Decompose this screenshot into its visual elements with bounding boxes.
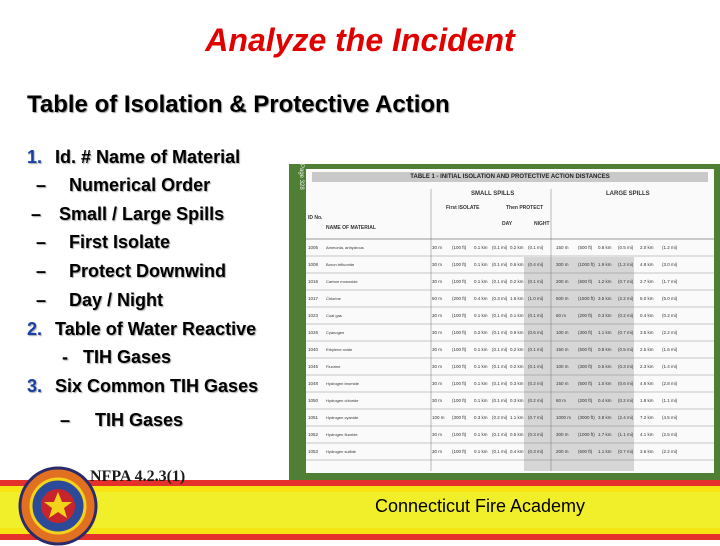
table-header: Then PROTECT (506, 205, 544, 211)
table-cell: (600 ft) (578, 279, 593, 284)
table-cell: 30 m (432, 279, 443, 284)
table-header: ID No. (308, 215, 323, 221)
bullet-marker: – (31, 204, 42, 224)
table-cell: (100 ft) (452, 432, 467, 437)
bullet-text: Six Common TIH Gases (55, 376, 259, 396)
table-cell: 200 m (556, 279, 569, 284)
table-cell: 0.8 km (598, 347, 612, 352)
table-cell: 1005 (308, 245, 319, 250)
table-cell: (0.4 mi) (528, 262, 544, 267)
bullet-item (62, 347, 171, 368)
table-cell: Hydrogen sulfide (326, 449, 357, 454)
table-cell: 1040 (308, 347, 319, 352)
footer-text (0, 496, 720, 517)
table-cell: (0.1 mi) (492, 381, 508, 386)
table-cell: (1000 ft) (578, 262, 595, 267)
table-cell: (500 ft) (578, 245, 593, 250)
table-cell: (100 ft) (452, 381, 467, 386)
table-cell: (0.1 mi) (492, 313, 508, 318)
table-cell: (300 ft) (452, 415, 467, 420)
bullet-item (36, 261, 226, 282)
table-cell: (100 ft) (452, 330, 467, 335)
table-cell: 60 m (556, 398, 567, 403)
bullet-marker: 3. (27, 376, 43, 396)
table-cell: 1053 (308, 449, 319, 454)
table-cell: (100 ft) (452, 347, 467, 352)
table-cell: (0.7 mi) (528, 415, 544, 420)
table-cell: Fluorine (326, 364, 341, 369)
table-cell: 300 m (556, 262, 569, 267)
table-cell: 30 m (432, 398, 443, 403)
table-cell: (1.2 mi) (662, 245, 678, 250)
bullet-item (27, 319, 256, 340)
table-cell: 200 m (556, 449, 569, 454)
table-cell: (1.2 mi) (618, 262, 634, 267)
academy-seal-icon (18, 466, 98, 546)
table-cell: (0.1 mi) (492, 449, 508, 454)
bullet-marker: - (62, 347, 68, 367)
table-cell: (300 ft) (578, 330, 593, 335)
table-cell: (0.1 mi) (528, 313, 544, 318)
erg-table-image (289, 164, 720, 480)
table-cell: (100 ft) (452, 449, 467, 454)
table-cell: Hydrogen chloride (326, 398, 359, 403)
table-cell: (0.1 mi) (492, 364, 508, 369)
bullet-marker: 1. (27, 147, 43, 167)
table-cell: (0.2 mi) (662, 313, 678, 318)
table-cell: 0.2 km (510, 364, 524, 369)
table-cell: (300 ft) (578, 364, 593, 369)
table-cell: (0.1 mi) (492, 432, 508, 437)
table-cell: 0.1 km (474, 398, 488, 403)
table-cell: 0.2 km (510, 245, 524, 250)
bullet-marker: – (60, 410, 71, 430)
table-cell: 100 m (556, 330, 569, 335)
table-cell: 0.2 km (474, 330, 488, 335)
table-cell: 2.0 km (640, 245, 654, 250)
bullet-item (60, 410, 183, 431)
table-cell: 4.1 km (640, 432, 654, 437)
table-cell: (200 ft) (578, 313, 593, 318)
table-cell: (0.1 mi) (528, 245, 544, 250)
table-cell: 3.5 km (598, 296, 612, 301)
table-cell: 1.9 km (598, 262, 612, 267)
table-cell: (2.2 mi) (662, 330, 678, 335)
table-cell: 0.4 km (598, 398, 612, 403)
table-cell: (0.1 mi) (492, 347, 508, 352)
table-cell: (0.1 mi) (492, 279, 508, 284)
table-grid (306, 169, 714, 473)
table-cell: 1052 (308, 432, 319, 437)
table-cell: 150 m (556, 245, 569, 250)
bullet-text: TIH Gases (83, 347, 172, 367)
table-cell: 30 m (432, 381, 443, 386)
table-cell: (0.1 mi) (492, 262, 508, 267)
table-cell: 1000 m (556, 415, 572, 420)
table-cell: 30 m (432, 313, 443, 318)
bullet-marker: – (36, 175, 47, 195)
slide-subtitle: Table of Isolation & Protective Action (27, 91, 450, 118)
table-cell: 0.1 km (474, 262, 488, 267)
table-cell: 1.2 km (598, 279, 612, 284)
bullet-item (36, 232, 170, 253)
table-cell: 0.5 km (598, 364, 612, 369)
table-cell: 30 m (432, 330, 443, 335)
table-cell: 500 m (556, 296, 569, 301)
table-title: TABLE 1 - INITIAL ISOLATION AND PROTECTIVE ACTION DISTANCES (312, 172, 708, 182)
table-cell: Hydrogen bromide (326, 381, 359, 386)
table-cell: (100 ft) (452, 245, 467, 250)
table-cell: Hydrogen cyanide (326, 415, 359, 420)
table-cell: (0.1 mi) (492, 398, 508, 403)
table-cell: 30 m (432, 364, 443, 369)
table-cell: 0.6 km (510, 262, 524, 267)
table-cell: 0.4 km (474, 296, 488, 301)
bullet-text: Small / Large Spills (59, 204, 225, 224)
table-cell: (1500 ft) (578, 296, 595, 301)
table-sheet (306, 169, 714, 473)
table-cell: 30 m (432, 245, 443, 250)
table-cell: 2.5 km (640, 347, 654, 352)
table-cell: 0.4 km (510, 449, 524, 454)
table-cell: 1.8 km (640, 398, 654, 403)
table-cell: (0.1 mi) (528, 279, 544, 284)
table-header: SMALL SPILLS (471, 191, 515, 197)
table-cell: (0.3 mi) (492, 296, 508, 301)
table-cell: 1048 (308, 381, 319, 386)
table-cell: (2.2 mi) (618, 296, 634, 301)
table-cell: 1.1 km (598, 449, 612, 454)
bullet-item (27, 147, 240, 168)
table-cell: (1.1 mi) (662, 398, 678, 403)
bullet-marker: – (36, 290, 47, 310)
table-cell: (0.2 mi) (528, 398, 544, 403)
table-cell: (1.7 mi) (662, 279, 678, 284)
table-cell: (2.5 mi) (662, 432, 678, 437)
table-header: NIGHT (534, 221, 550, 227)
table-cell: 1.0 km (598, 381, 612, 386)
table-cell: 60 m (432, 296, 443, 301)
bullet-text: First Isolate (69, 232, 171, 252)
table-cell: 0.2 km (510, 279, 524, 284)
table-cell: (0.2 mi) (618, 398, 634, 403)
table-cell: 2.7 km (640, 279, 654, 284)
table-cell: 1.1 km (510, 415, 524, 420)
table-cell: (5.0 mi) (662, 296, 678, 301)
table-cell: (0.7 mi) (618, 279, 634, 284)
bullet-item (27, 376, 258, 397)
table-cell: 1.6 km (510, 296, 524, 301)
table-cell: 1026 (308, 330, 319, 335)
table-cell: 1.7 km (598, 432, 612, 437)
table-cell: 0.1 km (474, 347, 488, 352)
table-cell: (0.7 mi) (618, 330, 634, 335)
table-cell: (1.4 mi) (662, 364, 678, 369)
table-cell: 300 m (556, 432, 569, 437)
table-cell: (0.6 mi) (528, 330, 544, 335)
table-cell: 0.9 km (510, 330, 524, 335)
table-cell: (0.5 mi) (618, 347, 634, 352)
table-side-label: Page 328 (298, 164, 304, 190)
table-cell: 0.4 km (640, 313, 654, 318)
table-cell: 0.3 km (510, 381, 524, 386)
table-cell: 1017 (308, 296, 319, 301)
table-cell: 1008 (308, 262, 319, 267)
table-cell: (2.2 mi) (662, 449, 678, 454)
table-cell: (1.6 mi) (662, 347, 678, 352)
table-cell: 0.1 km (474, 245, 488, 250)
bullet-marker: – (36, 232, 47, 252)
bullet-text: Protect Downwind (69, 261, 227, 281)
table-cell: (2.8 mi) (662, 381, 678, 386)
table-cell: (0.2 mi) (492, 415, 508, 420)
table-cell: (100 ft) (452, 364, 467, 369)
table-cell: 0.1 km (474, 313, 488, 318)
table-cell: 1050 (308, 398, 319, 403)
table-header: NAME OF MATERIAL (326, 225, 376, 231)
table-cell: (100 ft) (452, 262, 467, 267)
bullet-text: Table of Water Reactive (55, 319, 257, 339)
bullet-text: TIH Gases (95, 410, 184, 430)
table-cell: 100 m (556, 364, 569, 369)
table-cell: (3.0 mi) (662, 262, 678, 267)
table-cell: Ammonia, anhydrous (326, 245, 364, 250)
bullet-marker: 2. (27, 319, 43, 339)
table-cell: 0.1 km (474, 279, 488, 284)
table-cell: 0.5 km (510, 432, 524, 437)
table-cell: (200 ft) (578, 398, 593, 403)
table-cell: 0.1 km (474, 449, 488, 454)
table-header: First ISOLATE (446, 205, 480, 211)
table-cell: Cyanogen (326, 330, 345, 335)
table-cell: 3.5 km (640, 330, 654, 335)
table-cell: 7.2 km (640, 415, 654, 420)
table-cell: 1045 (308, 364, 319, 369)
table-header: DAY (502, 221, 513, 227)
table-cell: 8.0 km (640, 296, 654, 301)
table-cell: 0.1 km (474, 381, 488, 386)
table-cell: (2.4 mi) (618, 415, 634, 420)
table-cell: 30 m (432, 262, 443, 267)
table-cell: (500 ft) (578, 381, 593, 386)
table-cell: (200 ft) (452, 296, 467, 301)
table-cell: (0.3 mi) (528, 432, 544, 437)
table-cell: (0.1 mi) (492, 245, 508, 250)
table-cell: Boron trifluoride (326, 262, 355, 267)
table-cell: (600 ft) (578, 449, 593, 454)
table-cell: 0.1 km (510, 313, 524, 318)
table-cell: 3.8 km (598, 415, 612, 420)
table-cell: 4.8 km (640, 262, 654, 267)
table-cell: (0.2 mi) (618, 313, 634, 318)
table-cell: (100 ft) (452, 279, 467, 284)
table-cell: 2.3 km (640, 364, 654, 369)
bullet-item (36, 290, 163, 311)
table-cell: Chlorine (326, 296, 341, 301)
table-cell: 1016 (308, 279, 319, 284)
table-cell: Ethylene oxide (326, 347, 353, 352)
table-cell: 30 m (432, 432, 443, 437)
table-cell: 0.3 km (510, 398, 524, 403)
table-cell: (4.5 mi) (662, 415, 678, 420)
bullet-item (31, 204, 224, 225)
table-cell: 1051 (308, 415, 319, 420)
table-cell: (0.1 mi) (528, 347, 544, 352)
table-header: LARGE SPILLS (606, 191, 650, 197)
table-cell: (0.3 mi) (528, 449, 544, 454)
table-cell: 1023 (308, 313, 319, 318)
table-cell: (500 ft) (578, 347, 593, 352)
table-cell: (0.6 mi) (618, 381, 634, 386)
table-cell: (3000 ft) (578, 415, 595, 420)
table-cell: 0.1 km (474, 432, 488, 437)
table-cell: 1.1 km (598, 330, 612, 335)
table-cell: (0.7 mi) (618, 449, 634, 454)
table-cell: (0.1 mi) (492, 330, 508, 335)
table-cell: 3.6 km (640, 449, 654, 454)
table-cell: Hydrogen fluoride (326, 432, 358, 437)
table-cell: 4.6 km (640, 381, 654, 386)
table-cell: 0.1 km (474, 364, 488, 369)
table-cell: 30 m (432, 449, 443, 454)
table-cell: (1.1 mi) (618, 432, 634, 437)
table-cell: (100 ft) (452, 313, 467, 318)
table-cell: (0.5 mi) (618, 245, 634, 250)
table-cell: 150 m (556, 381, 569, 386)
table-cell: 30 m (432, 347, 443, 352)
table-cell: (100 ft) (452, 398, 467, 403)
nfpa-reference: NFPA 4.2.3(1) (90, 468, 186, 485)
table-cell: 60 m (556, 313, 567, 318)
table-cell: 100 m (432, 415, 445, 420)
table-cell: 0.2 km (510, 347, 524, 352)
table-cell: (0.1 mi) (528, 364, 544, 369)
table-cell: 0.8 km (598, 245, 612, 250)
footer-label: Connecticut Fire Academy (374, 496, 586, 516)
bullet-text: Numerical Order (69, 175, 211, 195)
table-cell: (0.3 mi) (618, 364, 634, 369)
table-cell: (0.2 mi) (528, 381, 544, 386)
table-cell: 0.3 km (474, 415, 488, 420)
table-cell: Coal gas (326, 313, 342, 318)
table-cell: 150 m (556, 347, 569, 352)
table-cell: 0.3 km (598, 313, 612, 318)
bullet-text: Day / Night (69, 290, 164, 310)
bullet-marker: – (36, 261, 47, 281)
bullet-text: Id. # Name of Material (55, 147, 241, 167)
bullet-item (36, 175, 210, 196)
slide-title: Analyze the Incident (205, 22, 515, 58)
table-cell: (1.0 mi) (528, 296, 544, 301)
table-cell: (1000 ft) (578, 432, 595, 437)
table-cell: Carbon monoxide (326, 279, 358, 284)
